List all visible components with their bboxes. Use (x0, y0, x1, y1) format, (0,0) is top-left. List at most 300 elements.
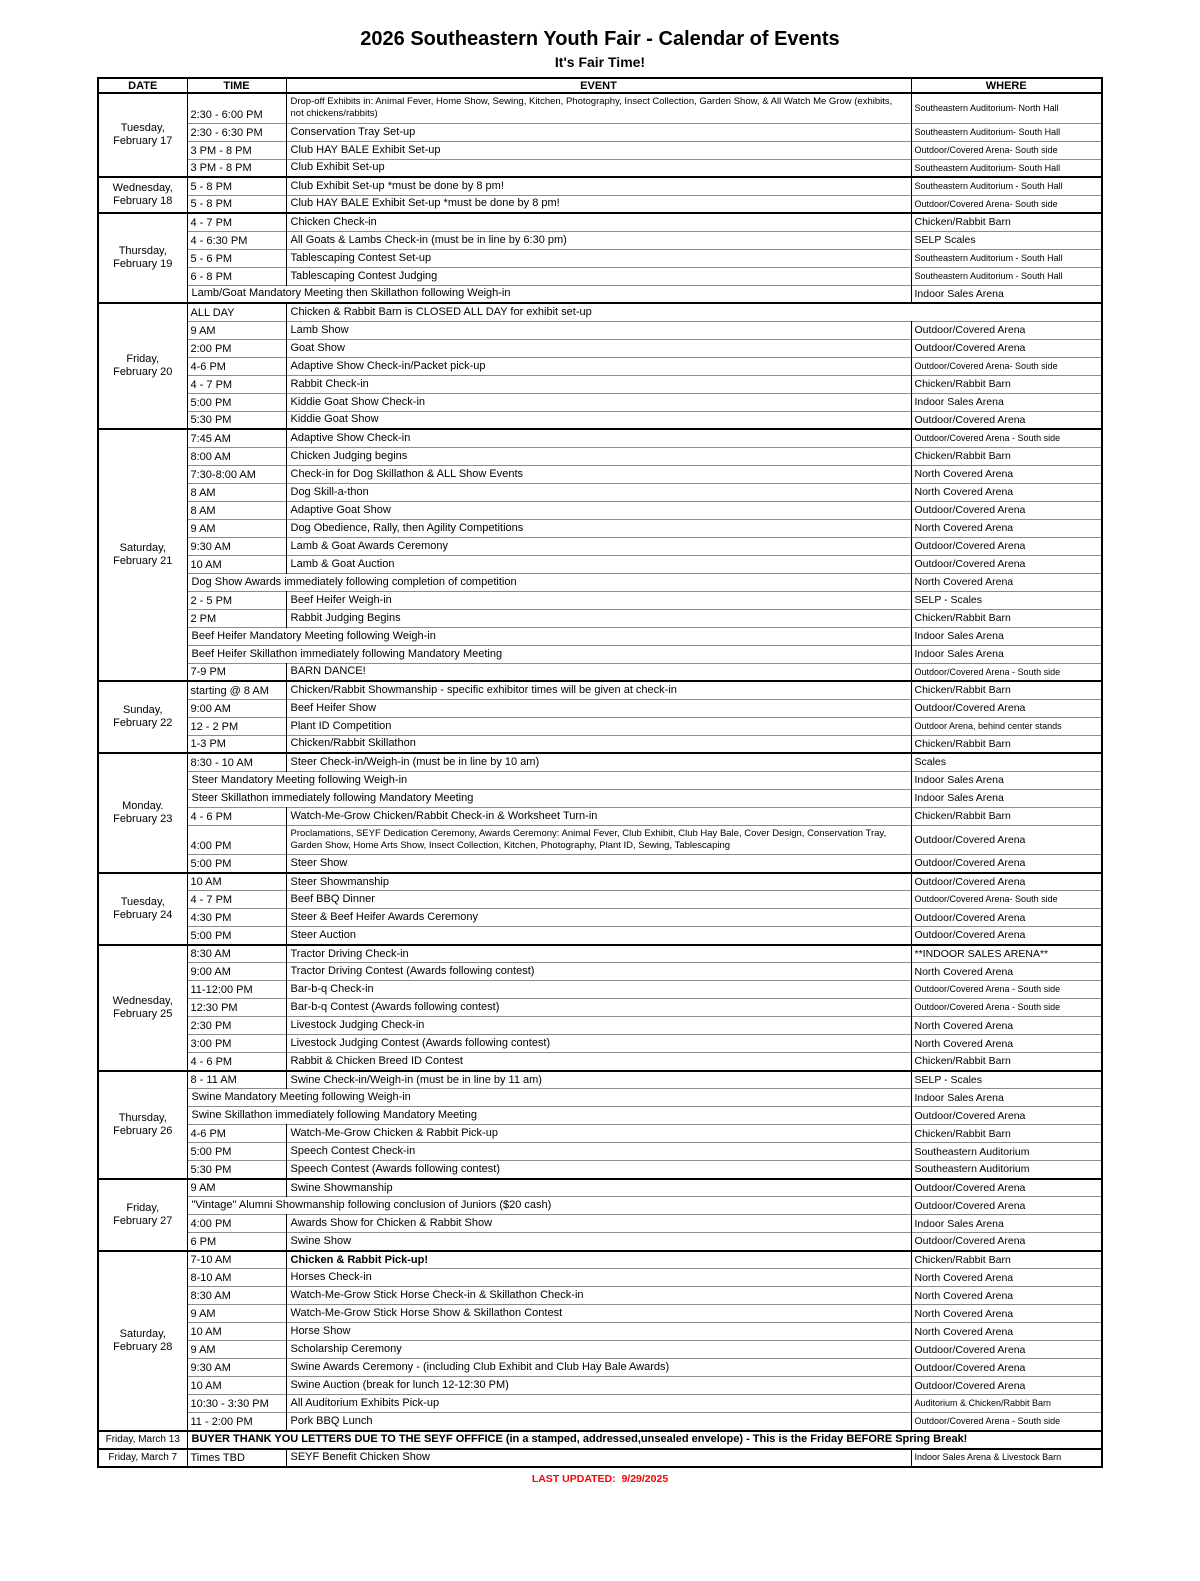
event-cell: Rabbit Judging Begins (286, 609, 911, 627)
event-cell: Beef Heifer Weigh-in (286, 591, 911, 609)
where-cell: Southeastern Auditorium- North Hall (911, 93, 1102, 123)
event-cell: Dog Skill-a-thon (286, 483, 911, 501)
time-cell: Times TBD (187, 1449, 286, 1467)
where-cell: Southeastern Auditorium (911, 1143, 1102, 1161)
where-cell: Outdoor/Covered Arena (911, 501, 1102, 519)
event-cell: Tractor Driving Check-in (286, 945, 911, 963)
last-updated-text: LAST UPDATED: 9/29/2025 (531, 1472, 669, 1485)
table-row (98, 429, 1102, 447)
table-row (98, 411, 1102, 429)
time-cell: 5:00 PM (187, 855, 286, 873)
table-row (98, 1161, 1102, 1179)
event-cell: Steer Check-in/Weigh-in (must be in line by 10 am) (286, 753, 911, 771)
where-cell: Auditorium & Chicken/Rabbit Barn (911, 1395, 1102, 1413)
event-cell: Pork BBQ Lunch (286, 1413, 911, 1431)
time-cell: ALL DAY (187, 303, 286, 321)
time-cell: 4 - 7 PM (187, 375, 286, 393)
table-row (98, 1089, 1102, 1107)
where-cell: Outdoor/Covered Arena (911, 1233, 1102, 1251)
time-cell: 10 AM (187, 873, 286, 891)
event-cell: Speech Contest (Awards following contest) (286, 1161, 911, 1179)
time-cell: 6 - 8 PM (187, 267, 286, 285)
date-line: Friday, (126, 1201, 160, 1214)
table-row (98, 339, 1102, 357)
event-cell: Chicken & Rabbit Barn is CLOSED ALL DAY for exhibit set-up (286, 303, 1102, 321)
where-cell: North Covered Arena (911, 963, 1102, 981)
date-cell (98, 1431, 187, 1449)
time-cell: 9 AM (187, 1179, 286, 1197)
date-cell (98, 1251, 187, 1431)
table-row (98, 249, 1102, 267)
time-cell: 2 - 5 PM (187, 591, 286, 609)
table-row (98, 573, 1102, 591)
time-cell: 4 - 6 PM (187, 807, 286, 825)
date-line: Wednesday, (112, 182, 173, 194)
table-row (98, 465, 1102, 483)
date-line: February 21 (113, 555, 173, 568)
event-cell: All Goats & Lambs Check-in (must be in line by 6:30 pm) (286, 231, 911, 249)
event-cell: Swine Showmanship (286, 1179, 911, 1197)
date-line: Friday, March 7 (108, 1451, 178, 1463)
table-row (98, 627, 1102, 645)
where-cell: Southeastern Auditorium - South Hall (911, 267, 1102, 285)
where-cell: SELP - Scales (911, 591, 1102, 609)
time-cell: 5:30 PM (187, 1161, 286, 1179)
table-row (98, 1233, 1102, 1251)
table-row (98, 1143, 1102, 1161)
event-cell: Club Exhibit Set-up (286, 159, 911, 177)
event-cell: Steer Mandatory Meeting following Weigh-in (187, 771, 911, 789)
time-cell: 8-10 AM (187, 1269, 286, 1287)
date-line: Tuesday, (120, 895, 165, 908)
where-cell: **INDOOR SALES ARENA** (911, 945, 1102, 963)
column-header-time: TIME (187, 78, 286, 93)
where-cell: Outdoor/Covered Arena (911, 1359, 1102, 1377)
where-cell: Outdoor/Covered Arena (911, 1341, 1102, 1359)
header-row (98, 78, 1102, 93)
date-cell (98, 303, 187, 429)
calendar-document (0, 28, 1200, 1485)
event-cell: BARN DANCE! (286, 663, 911, 681)
event-cell: Rabbit Check-in (286, 375, 911, 393)
table-row (98, 807, 1102, 825)
table-row (98, 699, 1102, 717)
time-cell: 4 - 7 PM (187, 213, 286, 231)
table-row (98, 753, 1102, 771)
table-row (98, 981, 1102, 999)
date-cell (98, 681, 187, 753)
where-cell: Outdoor/Covered Arena - South side (911, 663, 1102, 681)
table-row (98, 1413, 1102, 1431)
where-cell: SELP - Scales (911, 1071, 1102, 1089)
time-cell: 1-3 PM (187, 735, 286, 753)
time-cell: 3 PM - 8 PM (187, 141, 286, 159)
table-row (98, 357, 1102, 375)
table-row (98, 825, 1102, 855)
event-cell: Kiddie Goat Show (286, 411, 911, 429)
date-line: February 22 (113, 717, 173, 730)
event-cell: Lamb & Goat Awards Ceremony (286, 537, 911, 555)
table-row (98, 663, 1102, 681)
where-cell: Chicken/Rabbit Barn (911, 1125, 1102, 1143)
date-line: Saturday, (119, 1327, 166, 1340)
event-cell: Beef BBQ Dinner (286, 891, 911, 909)
table-row (98, 177, 1102, 195)
time-cell: 4:00 PM (187, 1215, 286, 1233)
table-row (98, 1449, 1102, 1467)
event-cell: Scholarship Ceremony (286, 1341, 911, 1359)
table-row (98, 855, 1102, 873)
time-cell: 4 - 6 PM (187, 1053, 286, 1071)
time-cell: 10 AM (187, 1323, 286, 1341)
table-row (98, 909, 1102, 927)
where-cell: Outdoor/Covered Arena (911, 555, 1102, 573)
date-line: February 24 (113, 908, 173, 921)
event-cell: Swine Show (286, 1233, 911, 1251)
table-row (98, 963, 1102, 981)
time-cell: 9:00 AM (187, 699, 286, 717)
time-cell: 11-12:00 PM (187, 981, 286, 999)
event-cell: Adaptive Show Check-in/Packet pick-up (286, 357, 911, 375)
where-cell: Outdoor/Covered Arena (911, 1107, 1102, 1125)
where-cell: Southeastern Auditorium- South Hall (911, 123, 1102, 141)
date-cell (98, 1071, 187, 1179)
event-cell: Lamb/Goat Mandatory Meeting then Skillathon following Weigh-in (187, 285, 911, 303)
time-cell: 9:30 AM (187, 537, 286, 555)
table-row (98, 1125, 1102, 1143)
table-row (98, 231, 1102, 249)
table-row (98, 873, 1102, 891)
table-row (98, 1359, 1102, 1377)
date-cell (98, 753, 187, 873)
time-cell: 10:30 - 3:30 PM (187, 1395, 286, 1413)
time-cell: 8 - 11 AM (187, 1071, 286, 1089)
where-cell: Outdoor/Covered Arena (911, 855, 1102, 873)
where-cell: Southeastern Auditorium (911, 1161, 1102, 1179)
event-cell: Club HAY BALE Exhibit Set-up (286, 141, 911, 159)
table-row (98, 195, 1102, 213)
time-cell: 5:00 PM (187, 1143, 286, 1161)
time-cell: 6 PM (187, 1233, 286, 1251)
event-cell: Swine Auction (break for lunch 12-12:30 PM) (286, 1377, 911, 1395)
time-cell: 10 AM (187, 1377, 286, 1395)
table-row (98, 1053, 1102, 1071)
time-cell: 4:30 PM (187, 909, 286, 927)
event-cell: Kiddie Goat Show Check-in (286, 393, 911, 411)
event-cell: Chicken/Rabbit Skillathon (286, 735, 911, 753)
event-cell: Beef Heifer Skillathon immediately following Mandatory Meeting (187, 645, 911, 663)
table-row (98, 735, 1102, 753)
date-line: February 18 (113, 195, 173, 208)
table-row (98, 945, 1102, 963)
where-cell: Outdoor/Covered Arena - South side (911, 429, 1102, 447)
event-cell: Tractor Driving Contest (Awards following contest) (286, 963, 911, 981)
where-cell: North Covered Arena (911, 1035, 1102, 1053)
where-cell: Outdoor/Covered Arena (911, 321, 1102, 339)
date-line: February 17 (113, 135, 173, 148)
date-cell (98, 945, 187, 1071)
column-header-where: WHERE (911, 78, 1102, 93)
where-cell: Chicken/Rabbit Barn (911, 447, 1102, 465)
where-cell: Southeastern Auditorium - South Hall (911, 249, 1102, 267)
event-cell: Tablescaping Contest Set-up (286, 249, 911, 267)
where-cell: Indoor Sales Arena (911, 393, 1102, 411)
table-row (98, 1287, 1102, 1305)
time-cell: 12:30 PM (187, 999, 286, 1017)
date-line: Thursday, (118, 1111, 167, 1124)
last-updated-note (0, 1473, 1200, 1485)
where-cell: Indoor Sales Arena & Livestock Barn (911, 1449, 1102, 1467)
time-cell: 9 AM (187, 1305, 286, 1323)
table-row (98, 123, 1102, 141)
date-line: February 25 (113, 1007, 173, 1020)
where-cell: Indoor Sales Arena (911, 285, 1102, 303)
table-row (98, 717, 1102, 735)
event-cell: Conservation Tray Set-up (286, 123, 911, 141)
event-cell: Drop-off Exhibits in: Animal Fever, Home Show, Sewing, Kitchen, Photography, Insect Collection, Garden Show, & All Watch Me Grow (exhibits, not chickens/rabbits) (286, 93, 911, 123)
event-cell: Lamb & Goat Auction (286, 555, 911, 573)
table-row (98, 375, 1102, 393)
table-row (98, 321, 1102, 339)
table-row (98, 927, 1102, 945)
page-title: 2026 Southeastern Youth Fair - Calendar of Events (360, 28, 840, 50)
table-row (98, 1179, 1102, 1197)
event-cell: Lamb Show (286, 321, 911, 339)
date-line: February 19 (113, 258, 173, 271)
where-cell: Chicken/Rabbit Barn (911, 375, 1102, 393)
table-row (98, 483, 1102, 501)
date-line: Friday, March 13 (105, 1433, 180, 1445)
time-cell: 12 - 2 PM (187, 717, 286, 735)
table-row (98, 285, 1102, 303)
event-cell: Bar-b-q Check-in (286, 981, 911, 999)
where-cell: Southeastern Auditorium - South Hall (911, 177, 1102, 195)
time-cell: 9 AM (187, 519, 286, 537)
event-cell: Adaptive Show Check-in (286, 429, 911, 447)
where-cell: Outdoor/Covered Arena (911, 825, 1102, 855)
table-row (98, 1431, 1102, 1449)
event-cell: Steer Skillathon immediately following Mandatory Meeting (187, 789, 911, 807)
time-cell: 9 AM (187, 1341, 286, 1359)
where-cell: Outdoor/Covered Arena (911, 339, 1102, 357)
table-row (98, 141, 1102, 159)
table-row (98, 1341, 1102, 1359)
time-cell: 7-10 AM (187, 1251, 286, 1269)
date-line: Friday, (126, 353, 160, 365)
column-header-date: DATE (98, 78, 187, 93)
event-cell: Livestock Judging Check-in (286, 1017, 911, 1035)
event-cell: Steer & Beef Heifer Awards Ceremony (286, 909, 911, 927)
where-cell: North Covered Arena (911, 465, 1102, 483)
date-line: Monday. (122, 799, 164, 812)
where-cell: North Covered Arena (911, 1323, 1102, 1341)
event-cell: Plant ID Competition (286, 717, 911, 735)
time-cell: 8:30 AM (187, 945, 286, 963)
date-line: Thursday, (118, 245, 167, 257)
date-cell (98, 1179, 187, 1251)
event-cell: Watch-Me-Grow Stick Horse Show & Skillathon Contest (286, 1305, 911, 1323)
where-cell: Outdoor/Covered Arena (911, 411, 1102, 429)
time-cell: 5:00 PM (187, 393, 286, 411)
where-cell: North Covered Arena (911, 1017, 1102, 1035)
table-row (98, 93, 1102, 123)
event-cell: "Vintage" Alumni Showmanship following conclusion of Juniors ($20 cash) (187, 1197, 911, 1215)
page-subtitle: It's Fair Time! (554, 54, 646, 70)
event-cell: Swine Mandatory Meeting following Weigh-in (187, 1089, 911, 1107)
event-cell: Goat Show (286, 339, 911, 357)
event-cell: Chicken/Rabbit Showmanship - specific exhibitor times will be given at check-in (286, 681, 911, 699)
date-cell (98, 429, 187, 681)
table-row (98, 1035, 1102, 1053)
date-cell (98, 177, 187, 213)
where-cell: Chicken/Rabbit Barn (911, 807, 1102, 825)
event-cell: Swine Skillathon immediately following Mandatory Meeting (187, 1107, 911, 1125)
table-row (98, 519, 1102, 537)
date-line: Wednesday, (112, 994, 173, 1007)
table-row (98, 1395, 1102, 1413)
event-cell: Rabbit & Chicken Breed ID Contest (286, 1053, 911, 1071)
where-cell: Indoor Sales Arena (911, 771, 1102, 789)
table-row (98, 1197, 1102, 1215)
event-cell: Horses Check-in (286, 1269, 911, 1287)
table-row (98, 1215, 1102, 1233)
where-cell: Chicken/Rabbit Barn (911, 1053, 1102, 1071)
date-cell (98, 93, 187, 177)
time-cell: starting @ 8 AM (187, 681, 286, 699)
time-cell: 9 AM (187, 321, 286, 339)
event-cell: Livestock Judging Contest (Awards following contest) (286, 1035, 911, 1053)
where-cell: North Covered Arena (911, 519, 1102, 537)
date-line: February 20 (113, 366, 173, 379)
where-cell: Outdoor/Covered Arena (911, 699, 1102, 717)
time-cell: 9:30 AM (187, 1359, 286, 1377)
time-cell: 8 AM (187, 483, 286, 501)
where-cell: Chicken/Rabbit Barn (911, 609, 1102, 627)
where-cell: Chicken/Rabbit Barn (911, 681, 1102, 699)
event-cell: Watch-Me-Grow Stick Horse Check-in & Skillathon Check-in (286, 1287, 911, 1305)
table-row (98, 213, 1102, 231)
where-cell: North Covered Arena (911, 1269, 1102, 1287)
where-cell: Chicken/Rabbit Barn (911, 1251, 1102, 1269)
date-line: February 28 (113, 1340, 173, 1353)
time-cell: 8:30 - 10 AM (187, 753, 286, 771)
where-cell: Outdoor/Covered Arena (911, 873, 1102, 891)
table-row (98, 645, 1102, 663)
event-cell: Speech Contest Check-in (286, 1143, 911, 1161)
time-cell: 7:45 AM (187, 429, 286, 447)
event-cell: Chicken Judging begins (286, 447, 911, 465)
where-cell: Outdoor/Covered Arena- South side (911, 141, 1102, 159)
where-cell: Outdoor/Covered Arena (911, 927, 1102, 945)
event-cell: Watch-Me-Grow Chicken & Rabbit Pick-up (286, 1125, 911, 1143)
time-cell: 8:30 AM (187, 1287, 286, 1305)
time-cell: 3:00 PM (187, 1035, 286, 1053)
time-cell: 4-6 PM (187, 357, 286, 375)
date-cell (98, 873, 187, 945)
event-cell: Steer Showmanship (286, 873, 911, 891)
event-cell: Steer Auction (286, 927, 911, 945)
where-cell: Indoor Sales Arena (911, 1215, 1102, 1233)
where-cell: North Covered Arena (911, 1305, 1102, 1323)
event-cell: Dog Obedience, Rally, then Agility Competitions (286, 519, 911, 537)
time-cell: 5 - 6 PM (187, 249, 286, 267)
table-row (98, 501, 1102, 519)
event-cell: Tablescaping Contest Judging (286, 267, 911, 285)
where-cell: Indoor Sales Arena (911, 627, 1102, 645)
event-cell: Dog Show Awards immediately following completion of competition (187, 573, 911, 591)
time-cell: 2:30 PM (187, 1017, 286, 1035)
event-cell: Swine Awards Ceremony - (including Club Exhibit and Club Hay Bale Awards) (286, 1359, 911, 1377)
where-cell: Outdoor/Covered Arena (911, 909, 1102, 927)
table-row (98, 681, 1102, 699)
time-cell: 3 PM - 8 PM (187, 159, 286, 177)
time-cell: 4 - 7 PM (187, 891, 286, 909)
where-cell: Outdoor/Covered Arena (911, 1197, 1102, 1215)
event-cell: BUYER THANK YOU LETTERS DUE TO THE SEYF OFFFICE (in a stamped, addressed,unsealed envelope) - This is the Friday BEFORE Spring Break! (187, 1431, 1102, 1449)
table-row (98, 1269, 1102, 1287)
column-header-event: EVENT (286, 78, 911, 93)
time-cell: 4 - 6:30 PM (187, 231, 286, 249)
table-row (98, 393, 1102, 411)
date-line: February 26 (113, 1124, 173, 1137)
time-cell: 8 AM (187, 501, 286, 519)
table-row (98, 1251, 1102, 1269)
event-cell: Horse Show (286, 1323, 911, 1341)
where-cell: Chicken/Rabbit Barn (911, 213, 1102, 231)
time-cell: 2:30 - 6:00 PM (187, 93, 286, 123)
time-cell: 2 PM (187, 609, 286, 627)
table-row (98, 891, 1102, 909)
time-cell: 4:00 PM (187, 825, 286, 855)
event-cell: Beef Heifer Show (286, 699, 911, 717)
where-cell: Scales (911, 753, 1102, 771)
table-row (98, 303, 1102, 321)
where-cell: Chicken/Rabbit Barn (911, 735, 1102, 753)
date-line: Tuesday, (120, 121, 165, 134)
events-table-body (98, 93, 1102, 1467)
table-row (98, 609, 1102, 627)
time-cell: 10 AM (187, 555, 286, 573)
event-cell: Beef Heifer Mandatory Meeting following Weigh-in (187, 627, 911, 645)
where-cell: Indoor Sales Arena (911, 1089, 1102, 1107)
table-row (98, 1305, 1102, 1323)
table-row (98, 1323, 1102, 1341)
table-row (98, 1107, 1102, 1125)
table-row (98, 447, 1102, 465)
table-row (98, 789, 1102, 807)
time-cell: 5:30 PM (187, 411, 286, 429)
event-cell: Watch-Me-Grow Chicken/Rabbit Check-in & Worksheet Turn-in (286, 807, 911, 825)
event-cell: Steer Show (286, 855, 911, 873)
where-cell: Outdoor Arena, behind center stands (911, 717, 1102, 735)
where-cell: Outdoor/Covered Arena- South side (911, 195, 1102, 213)
where-cell: Outdoor/Covered Arena - South side (911, 981, 1102, 999)
table-row (98, 267, 1102, 285)
time-cell: 2:00 PM (187, 339, 286, 357)
date-line: February 27 (113, 1214, 173, 1227)
where-cell: Outdoor/Covered Arena (911, 1179, 1102, 1197)
time-cell: 11 - 2:00 PM (187, 1413, 286, 1431)
time-cell: 4-6 PM (187, 1125, 286, 1143)
date-line: February 23 (113, 813, 173, 826)
where-cell: Outdoor/Covered Arena- South side (911, 357, 1102, 375)
where-cell: Outdoor/Covered Arena (911, 537, 1102, 555)
where-cell: Outdoor/Covered Arena - South side (911, 999, 1102, 1017)
event-cell: Club HAY BALE Exhibit Set-up *must be done by 8 pm! (286, 195, 911, 213)
where-cell: Indoor Sales Arena (911, 645, 1102, 663)
date-cell (98, 213, 187, 303)
table-row (98, 999, 1102, 1017)
